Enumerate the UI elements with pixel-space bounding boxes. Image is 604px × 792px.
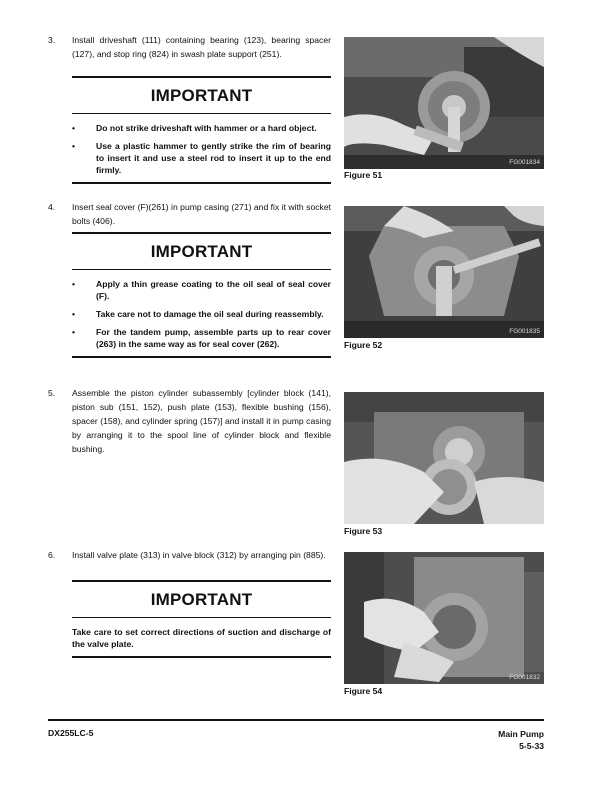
figure-id: FG001835 [509, 328, 540, 335]
important-block-2 [72, 232, 331, 358]
figure-id: FG001832 [509, 674, 540, 681]
figure-caption: Figure 53 [344, 526, 383, 536]
step-5 [48, 386, 331, 456]
step-number: 5. [48, 388, 56, 398]
footer-section: Main Pump [498, 729, 544, 739]
footer-model: DX255LC-5 [48, 728, 94, 738]
divider [72, 269, 331, 270]
step-text: Assemble the piston cylinder subassembly [cylinder block (141), piston sub (151, 152), push plate (153), flexible bushing (156), spacer (158), and cylinder spring (157)] and install it in pump casing by arranging it to the spool line of cylinder block and flexible bushing. [72, 388, 331, 454]
important-list [72, 122, 331, 176]
important-item: • Use a plastic hammer to gently strike the rim of bearing to insert it and use a steel rod to insert it up to the end firmly. [72, 141, 331, 175]
important-list [72, 278, 331, 350]
important-block-3 [72, 580, 331, 658]
figure-caption: Figure 54 [344, 686, 383, 696]
step-text: Install valve plate (313) in valve block (312) by arranging pin (885). [72, 550, 326, 560]
important-item: • Take care not to damage the oil seal during reassembly. [72, 309, 324, 319]
step-number: 6. [48, 550, 56, 560]
bullet: • [72, 141, 76, 151]
divider [72, 356, 331, 358]
step-4 [48, 200, 331, 228]
bullet: • [72, 123, 76, 133]
divider [72, 182, 331, 184]
divider [72, 617, 331, 618]
step-number: 4. [48, 202, 56, 212]
footer-section-page [498, 728, 544, 752]
figure-id: FG001834 [509, 159, 540, 166]
figure-53-photo [344, 392, 544, 524]
important-note: Take care to set correct directions of suction and discharge of the valve plate. [72, 627, 331, 649]
figure-51-photo [344, 37, 544, 169]
divider [72, 656, 331, 658]
important-item: • Do not strike driveshaft with hammer or a hard object. [72, 123, 317, 133]
figure-caption: Figure 51 [344, 170, 383, 180]
step-6 [48, 548, 331, 562]
figure-caption: Figure 52 [344, 340, 383, 350]
footer-page-number: 5-5-33 [519, 741, 544, 751]
figure-id: FG001836 [509, 514, 540, 521]
bullet: • [72, 327, 76, 337]
bullet: • [72, 279, 76, 289]
important-block-1 [72, 76, 331, 184]
figure-52-photo [344, 206, 544, 338]
seal-cover-photo [344, 206, 544, 338]
important-item: • Apply a thin grease coating to the oil seal of seal cover (F). [72, 279, 331, 301]
step-number: 3. [48, 35, 56, 45]
step-text: Install driveshaft (111) containing bearing (123), bearing spacer (127), and stop ring (824) in swash plate support (251). [72, 35, 331, 59]
step-text: Insert seal cover (F)(261) in pump casing (271) and fix it with socket bolts (406). [72, 202, 331, 226]
valve-plate-photo [344, 552, 544, 684]
pump-assembly-photo [344, 37, 544, 169]
divider [72, 113, 331, 114]
important-title: IMPORTANT [150, 590, 253, 609]
figure-54-photo [344, 552, 544, 684]
step-3 [48, 33, 331, 61]
bullet: • [72, 309, 76, 319]
important-title: IMPORTANT [150, 86, 253, 105]
cylinder-block-photo [344, 392, 544, 524]
important-item: • For the tandem pump, assemble parts up to rear cover (263) in the same way as for seal cover (262). [72, 327, 331, 349]
important-title: IMPORTANT [150, 242, 253, 261]
footer-divider [48, 719, 544, 721]
